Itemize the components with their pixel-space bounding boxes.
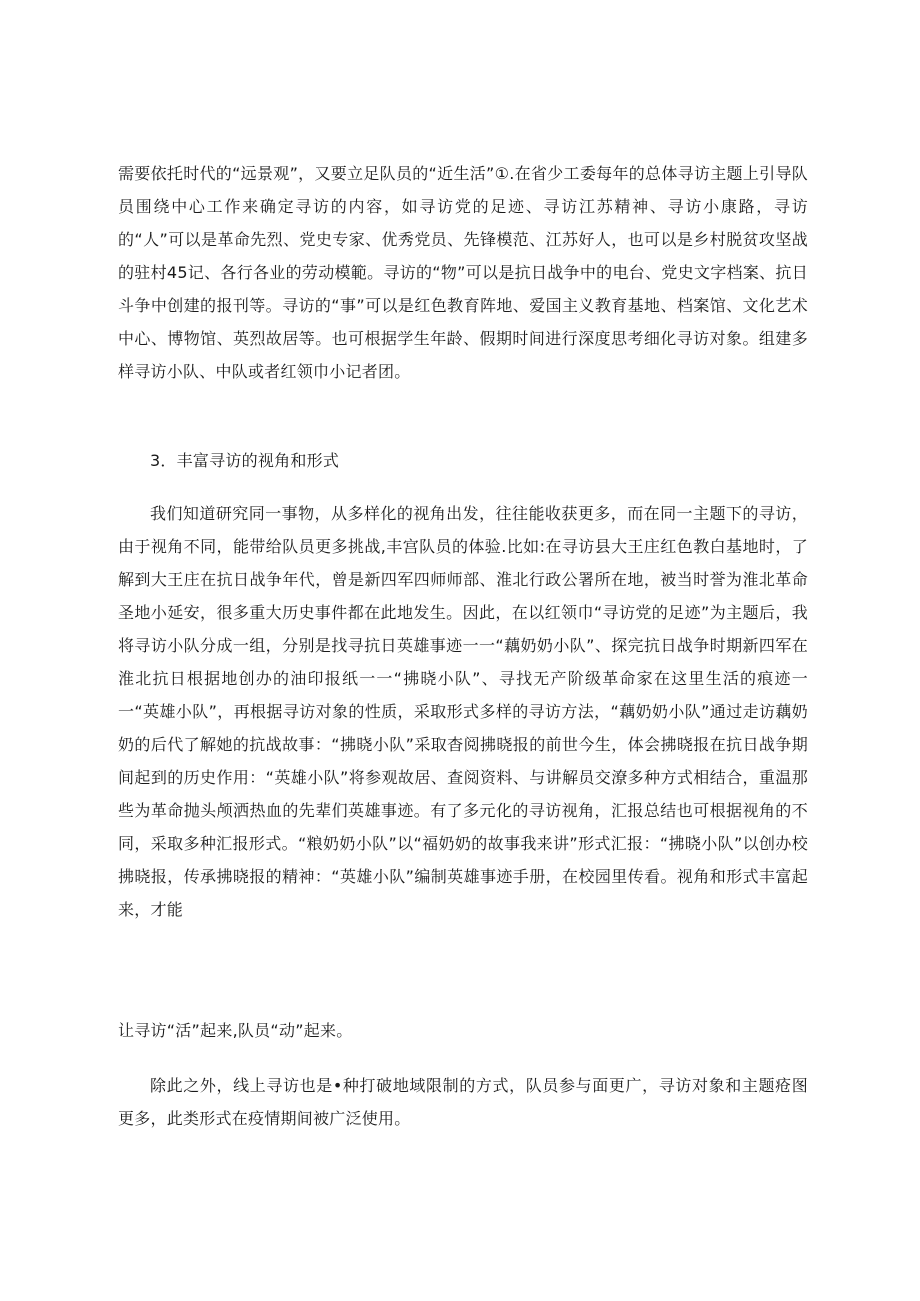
body-paragraph-1: 需要依托时代的“远景观”，又要立足队员的“近生活”①.在省少工委每年的总体寻访主题上引导队员围绕中心工作来确定寻访的内容，如寻访党的足迹、寻访江苏精神、寻访小康路，寻访的“人”可以是革命先烈、党史专家、优秀党员、先锋模范、江苏好人，也可以是乡村脱贫攻坚战的驻村45记、各行各业的劳动模範。寻访的“物”可以是抗日战争中的电台、党史文字档案、抗日斗争中创建的报刊等。寻访的“事”可以是红色教育阵地、爱国主义教育基地、档案馆、文化艺术中心、博物馆、英烈故居等。也可根据学生年龄、假期时间进行深度思考细化寻访对象。组建多样寻访小队、中队或者红领巾小记者团。: [118, 164, 808, 381]
body-paragraph-2: 我们知道研究同一事物，从多样化的视角出发，往往能收获更多，而在同一主题下的寻访，由于视角不同，能带给队员更多挑战,丰宫队员的体验.比如:在寻访县大王庄红色教白基地时，了解到大王庄在抗日战争年代，曾是新四军四师师部、淮北行政公署所在地，被当时誉为淮北革命圣地小延安，很多重大历史事件都在此地发生。因此，在以红领巾“寻访党的足迹”为主题后，我将寻访小队分成一组，分别是找寻抗日英雄事迹一一“藕奶奶小队”、探完抗日战争时期新四军在淮北抗日根据地创办的油印报纸一一“拂晓小队”、寻找无产阶级革命家在这里生活的痕迹一一“英雄小队”，再根据寻访对象的性质，采取形式多样的寻访方法，“藕奶奶小队”通过走访藕奶奶的后代了解她的抗战故事：“拂晓小队”采取杳阅拂晓报的前世今生，体会拂晓报在抗日战争期间起到的历史作用：“英雄小队”将参观故居、查阅资料、与讲解员交潦多种方式相结合，重温那些为革命抛头颅洒热血的先辈们英雄事迹。有了多元化的寻访视角，汇报总结也可根据视角的不同，采取多种汇报形式。“粮奶奶小队”以“福奶奶的故事我来讲”形式汇报：“拂晓小队”以创办校拂晓报，传承拂晓报的精神：“英雄小队”编制英雄事迹手册，在校园里传看。视角和形式丰富起来，才能: [118, 504, 808, 919]
section-heading-3: 3．丰富寻访的视角和形式: [150, 451, 340, 470]
body-paragraph-4: 除此之外，线上寻访也是•种打破地域限制的方式，队员参与面更广，寻访对象和主题疮图更多，此类形式在疫情期间被广泛使用。: [118, 1076, 808, 1128]
body-paragraph-3: 让寻访“活”起来,队员“动”起来。: [118, 1021, 353, 1040]
